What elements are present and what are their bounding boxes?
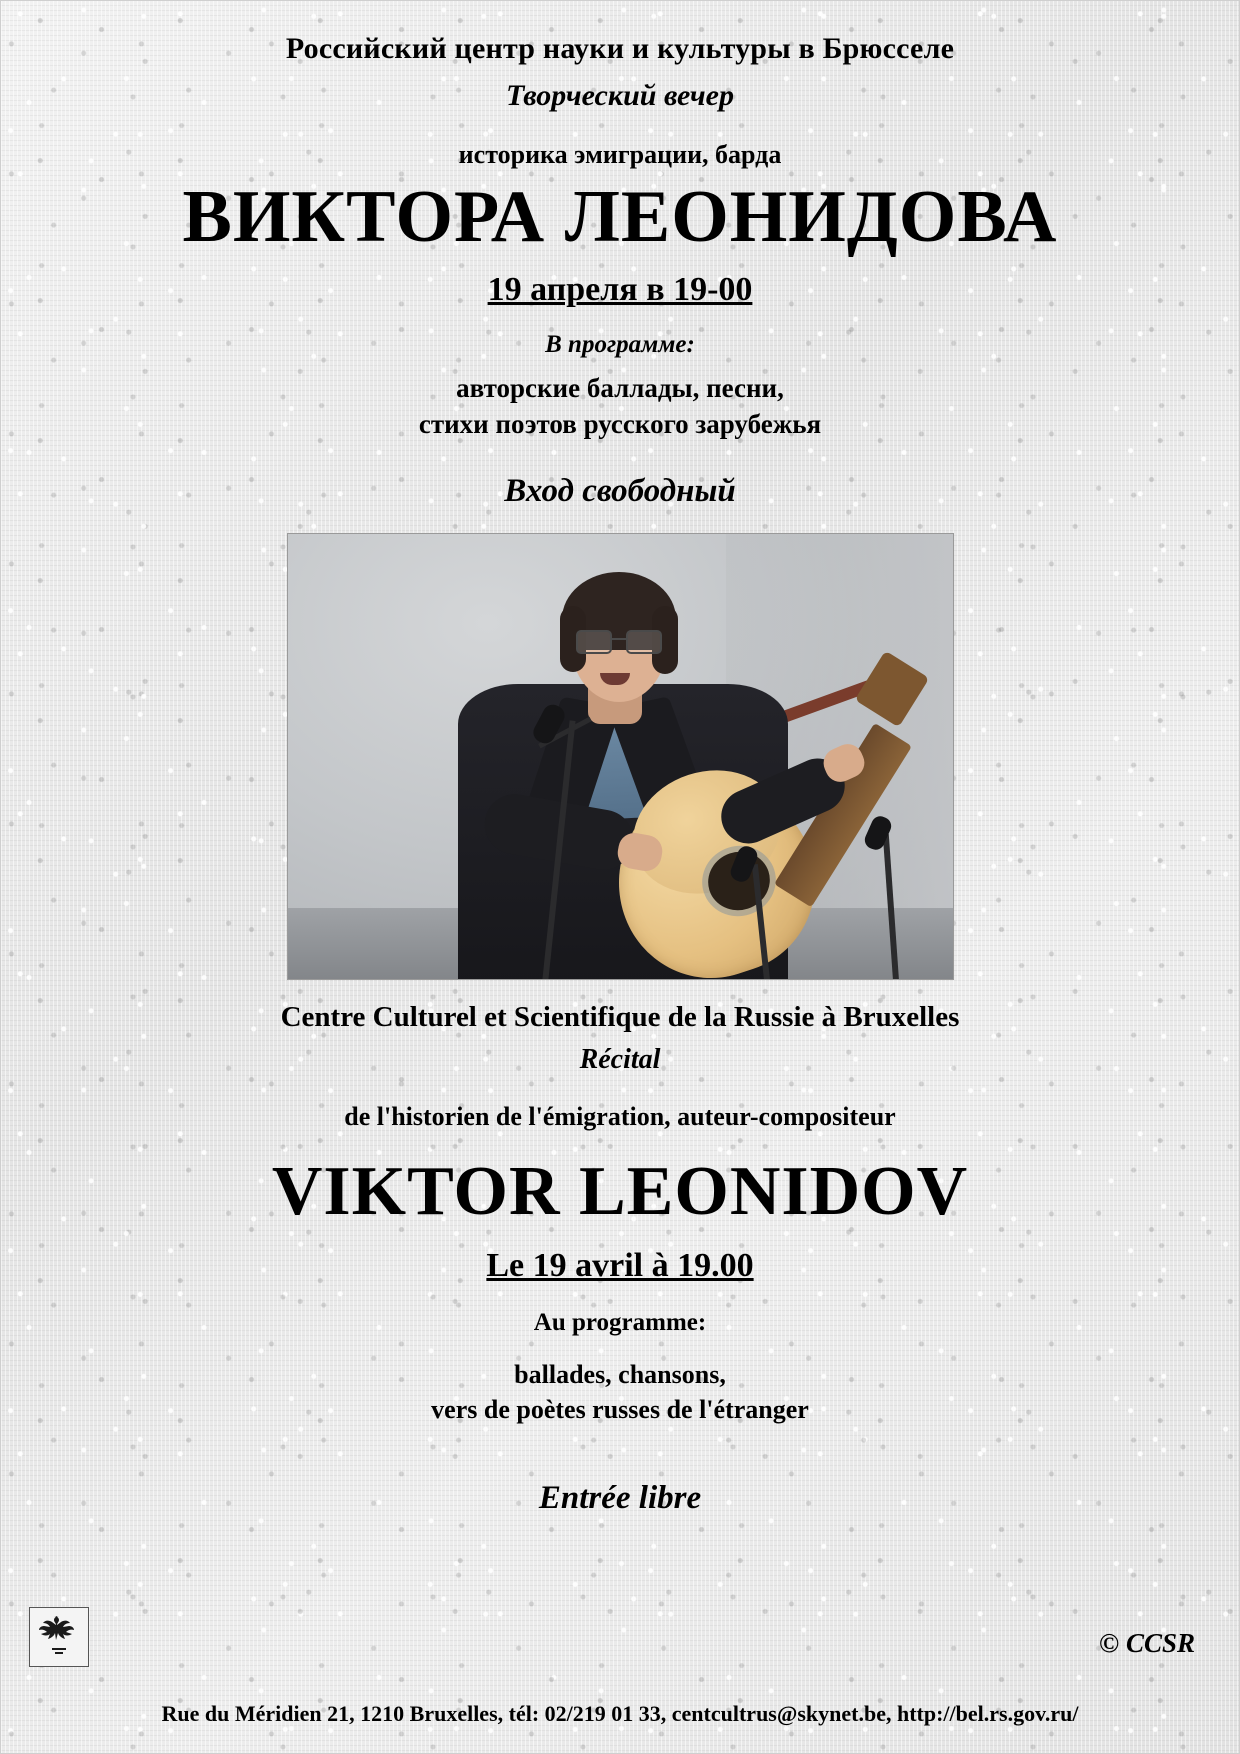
double-headed-eagle-emblem — [29, 1607, 89, 1667]
poster-content — [1, 1, 1239, 1518]
performer-name-ru: ВИКТОРА ЛЕОНИДОВА — [182, 176, 1058, 259]
performer-photo — [287, 533, 954, 980]
eyeglasses — [576, 630, 662, 650]
organization-title-ru: Российский центр науки и культуры в Брюсселе — [285, 32, 955, 65]
event-date-fr: Le 19 avril à 19.00 — [486, 1246, 754, 1284]
performer-name-fr: VIKTOR LEONIDOV — [271, 1153, 969, 1231]
free-entry-fr: Entrée libre — [538, 1480, 702, 1517]
program-body-ru — [61, 370, 1179, 443]
program-label-fr: Au programme: — [533, 1308, 707, 1336]
eyeglass-bridge — [610, 638, 628, 640]
eyeglass-lens-right — [626, 630, 662, 654]
event-date-ru: 19 апреля в 19-00 — [487, 270, 753, 308]
program-body-fr — [61, 1357, 1179, 1427]
program-line-2-fr: vers de poètes russes de l'étranger — [431, 1395, 809, 1425]
eyeglass-lens-left — [576, 630, 612, 654]
program-line-2-ru: стихи поэтов русского зарубежья — [418, 408, 822, 439]
performer-descriptor-fr: de l'historien de l'émigration, auteur-compositeur — [344, 1101, 896, 1131]
program-label-ru: В программе: — [545, 331, 695, 359]
copyright-notice: © CCSR — [1099, 1628, 1195, 1658]
event-type-fr: Récital — [579, 1043, 661, 1075]
contact-address-bar: Rue du Méridien 21, 1210 Bruxelles, tél: 02/219 01 33, centcultrus@skynet.be, http://bel.rs.gov.ru/ — [161, 1701, 1079, 1726]
footer-row — [1, 1607, 1239, 1667]
event-type-ru: Творческий вечер — [506, 79, 734, 113]
organization-title-fr: Centre Culturel et Scientifique de la Russie à Bruxelles — [280, 1001, 960, 1034]
performer-descriptor-ru: историка эмиграции, барда — [458, 139, 782, 169]
program-line-1-ru: авторские баллады, песни, — [456, 372, 784, 403]
free-entry-ru: Вход свободный — [504, 473, 736, 510]
program-line-1-fr: ballades, chansons, — [514, 1360, 726, 1390]
